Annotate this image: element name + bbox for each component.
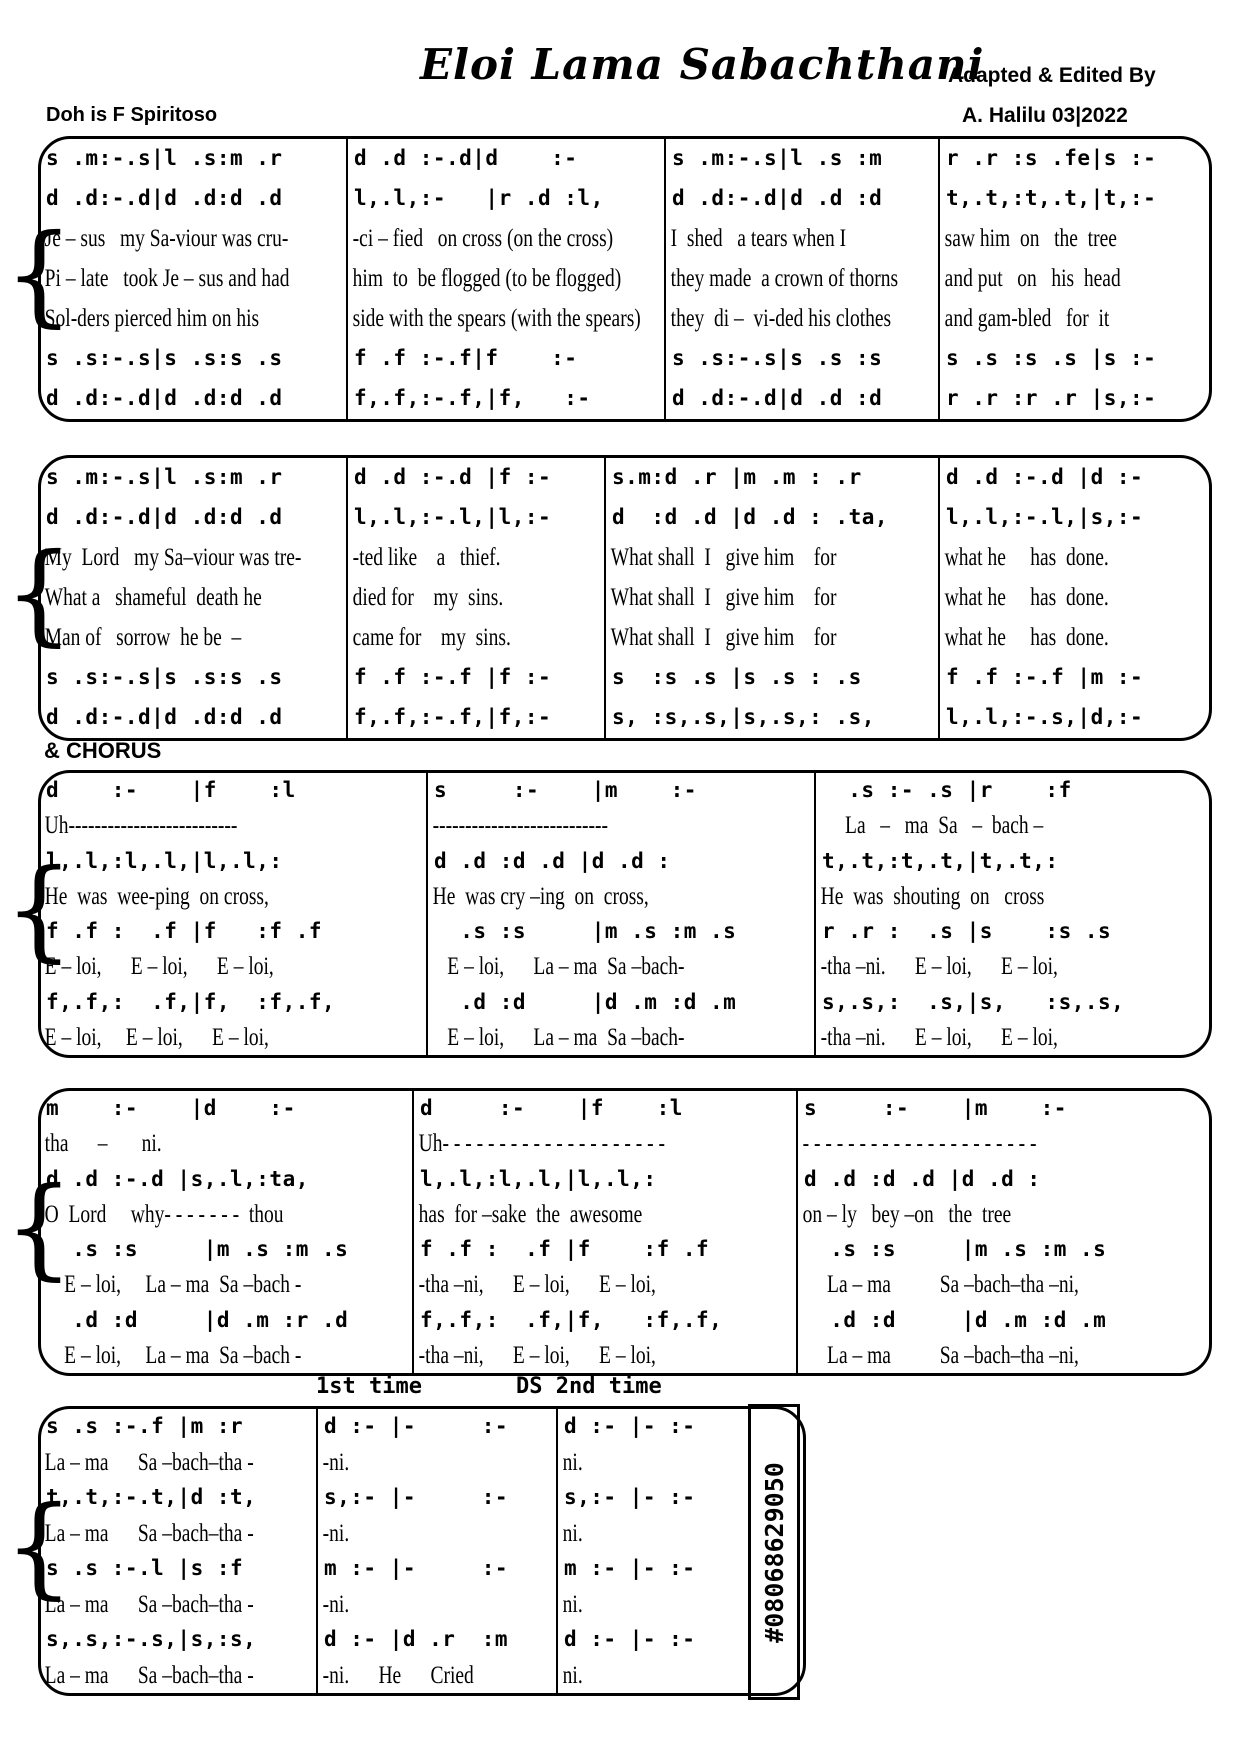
solfa-line: d .d :d .d |d .d :: [804, 1166, 1041, 1191]
lyric-line: Man of sorrow he be –: [44, 624, 242, 651]
lyric-line: him to be flogged (to be flogged): [352, 265, 622, 292]
solfa-line: m :- |- :-: [324, 1556, 509, 1580]
lyric-line: What shall I give him for: [610, 624, 837, 651]
chorus-label: & CHORUS: [44, 738, 162, 763]
solfa-line: r .r :s .fe|s :-: [946, 146, 1157, 170]
lyric-line: -ni. He Cried: [322, 1661, 474, 1689]
lyric-line: and gam-bled for it: [944, 305, 1110, 332]
solfa-line: s .s:-.s|s .s :s: [672, 346, 883, 370]
solfa-line: f .f :-.f|f :-: [354, 346, 578, 370]
measure-group: [318, 1409, 554, 1693]
solfa-line: s .m:-.s|l .s:m .r: [46, 465, 283, 489]
measure-group: [348, 458, 602, 738]
system-brace: {: [4, 845, 74, 973]
solfa-line: r .r :r .r |s,:-: [946, 386, 1157, 410]
measure-group: [940, 458, 1210, 738]
solfa-line: d :- |d .r :m: [324, 1627, 509, 1651]
lyric-line: What shall I give him for: [610, 584, 837, 611]
solfa-line: s,:- |- :-: [324, 1485, 509, 1509]
solfa-line: s.m:d .r |m .m : .r: [612, 465, 862, 489]
lyric-line: La – ma Sa –bach–tha -: [44, 1661, 254, 1689]
solfa-line: .s :s |m .s :m .s: [434, 919, 737, 943]
bar-line: [664, 136, 666, 422]
solfa-line: s .s:-.s|s .s:s .s: [46, 346, 283, 370]
bar-line: [938, 136, 940, 422]
lyric-line: died for my sins.: [352, 584, 504, 611]
solfa-line: t,.t,:t,.t,|t,.t,:: [822, 848, 1059, 873]
solfa-line: s .s:-.s|s .s:s .s: [46, 665, 283, 689]
lyric-line: what he has done.: [944, 624, 1109, 651]
lyric-line: ni.: [562, 1590, 583, 1618]
lyric-line: E – loi, La – ma Sa –bach-: [432, 953, 685, 981]
solfa-line: .s :- .s |r :f: [822, 778, 1072, 802]
bar-line: [814, 770, 816, 1058]
lyric-line: came for my sins.: [352, 624, 511, 651]
ds-second-time-label: DS 2nd time: [516, 1374, 662, 1399]
lyric-line: E – loi, La – ma Sa –bach -: [44, 1271, 302, 1299]
lyric-line: La – ma Sa – bach –: [820, 812, 1044, 840]
solfa-line: d :d .d |d .d : .ta,: [612, 505, 889, 529]
solfa-line: .d :d |d .m :r .d: [46, 1307, 349, 1332]
solfa-line: d :- |- :-: [324, 1414, 509, 1438]
solfa-line: f,.f,:-.f,|f, :-: [354, 386, 591, 410]
measure-group: [40, 139, 344, 419]
solfa-line: l,.l,:-.s,|d,:-: [946, 705, 1144, 729]
lyric-line: -tha –ni, E – loi, E – loi,: [418, 1341, 656, 1369]
lyric-line: they made a crown of thorns: [670, 265, 899, 292]
lyric-line: -ni.: [322, 1448, 350, 1476]
solfa-line: l,.l,:-.l,|s,:-: [946, 505, 1144, 529]
lyric-line: He was shouting on cross: [820, 882, 1045, 910]
solfa-line: s, :s,.s,|s,.s,: .s,: [612, 705, 875, 729]
lyric-line: ni.: [562, 1448, 583, 1476]
solfa-line: d .d:-.d|d .d:d .d: [46, 505, 283, 529]
lyric-line: What shall I give him for: [610, 544, 837, 571]
solfa-line: d .d :-.d |s,.l,:ta,: [46, 1166, 309, 1191]
lyric-line: -tha –ni, E – loi, E – loi,: [418, 1271, 656, 1299]
lyric-line: He was wee-ping on cross,: [44, 882, 269, 910]
bar-line: [938, 455, 940, 741]
system-brace: {: [4, 529, 74, 657]
lyric-line: ni.: [562, 1519, 583, 1547]
measure-group: [414, 1091, 794, 1373]
lyric-line: La – ma Sa –bach–tha -: [44, 1590, 254, 1618]
lyric-line: Uh--------------------------: [44, 812, 238, 840]
solfa-line: t,.t,:-.t,|d :t,: [46, 1485, 257, 1509]
solfa-line: f,.f,: .f,|f, :f,.f,: [46, 989, 336, 1014]
lyric-line: - - - - - - - - - - - - - - - - - - - - -: [802, 1130, 1037, 1158]
lyric-line: saw him on the tree: [944, 225, 1117, 252]
bar-line: [346, 455, 348, 741]
lyric-line: ni.: [562, 1661, 583, 1689]
measure-group: [816, 773, 1210, 1055]
lyric-line: what he has done.: [944, 544, 1109, 571]
solfa-line: s,.s,:-.s,|s,:s,: [46, 1627, 257, 1651]
lyric-line: side with the spears (with the spears): [352, 305, 641, 332]
lyric-line: E – loi, E – loi, E – loi,: [44, 1023, 269, 1051]
measure-group: [558, 1409, 736, 1693]
solfa-line: s .m:-.s|l .s:m .r: [46, 146, 283, 170]
solfa-line: d :- |- :-: [564, 1627, 696, 1651]
contact-number: #08068629050: [759, 1461, 789, 1643]
solfa-line: d .d:-.d|d .d:d .d: [46, 705, 283, 729]
measure-group: [428, 773, 812, 1055]
lyric-line: La – ma Sa –bach–tha –ni,: [802, 1341, 1079, 1369]
lyric-line: what he has done.: [944, 584, 1109, 611]
solfa-line: s :- |m :-: [804, 1096, 1067, 1120]
lyric-line: -ci – fied on cross (on the cross): [352, 225, 614, 252]
solfa-line: r .r : .s |s :s .s: [822, 919, 1112, 943]
lyric-line: Pi – late took Je – sus and had: [44, 265, 290, 292]
measure-group: [606, 458, 936, 738]
lyric-line: La – ma Sa –bach–tha –ni,: [802, 1271, 1079, 1299]
lyric-line: and put on his head: [944, 265, 1121, 292]
solfa-line: d :- |f :l: [420, 1096, 683, 1120]
adapted-by-label: Adapted & Edited By: [948, 64, 1156, 87]
lyric-line: they di – vi-ded his clothes: [670, 305, 892, 332]
system-brace: {: [4, 1482, 74, 1610]
measure-group: [40, 773, 424, 1055]
bar-line: [316, 1406, 318, 1696]
solfa-line: d .d:-.d|d .d:d .d: [46, 186, 283, 210]
lyric-line: He was cry –ing on cross,: [432, 882, 649, 910]
solfa-line: l,.l,:l,.l,|l,.l,:: [46, 848, 283, 873]
measure-group: [666, 139, 936, 419]
solfa-line: s,:- |- :-: [564, 1485, 696, 1509]
lyric-line: tha – ni.: [44, 1130, 162, 1158]
lyric-line: -ted like a thief.: [352, 544, 501, 571]
solfa-line: s .m:-.s|l .s :m: [672, 146, 883, 170]
solfa-line: f .f :-.f |m :-: [946, 665, 1144, 689]
solfa-line: d :- |f :l: [46, 778, 296, 802]
lyric-line: ---------------------------: [432, 812, 609, 840]
bar-line: [556, 1406, 558, 1696]
editor-credit: A. Halilu 03|2022: [962, 104, 1128, 127]
measure-group: [348, 139, 662, 419]
lyric-line: E – loi, La – ma Sa –bach-: [432, 1023, 685, 1051]
solfa-line: s .s :-.l |s :f: [46, 1556, 244, 1580]
solfa-line: d .d:-.d|d .d :d: [672, 186, 883, 210]
lyric-line: What a shameful death he: [44, 584, 262, 611]
measure-group: [798, 1091, 1210, 1373]
bar-line: [346, 136, 348, 422]
solfa-line: m :- |- :-: [564, 1556, 696, 1580]
solfa-line: f,.f,:-.f,|f,:-: [354, 705, 552, 729]
measure-group: [40, 1091, 410, 1373]
lyric-line: on – ly bey –on the tree: [802, 1200, 1012, 1228]
solfa-line: d .d:-.d|d .d :d: [672, 386, 883, 410]
solfa-line: d .d :d .d |d .d :: [434, 848, 671, 873]
lyric-line: My Lord my Sa–viour was tre-: [44, 544, 302, 571]
solfa-line: l,.l,:l,.l,|l,.l,:: [420, 1166, 657, 1191]
lyric-line: -tha –ni. E – loi, E – loi,: [820, 1023, 1058, 1051]
bar-line: [604, 455, 606, 741]
first-time-label: 1st time: [316, 1374, 422, 1399]
key-signature: Doh is F Spiritoso: [46, 104, 218, 126]
solfa-line: .s :s |m .s :m .s: [804, 1237, 1107, 1261]
solfa-line: d .d :-.d|d :-: [354, 146, 578, 170]
lyric-line: E – loi, E – loi, E – loi,: [44, 953, 274, 981]
song-title: Eloi Lama Sabachthani: [420, 40, 985, 89]
solfa-line: s .s :s .s |s :-: [946, 346, 1157, 370]
solfa-line: s,.s,: .s,|s, :s,.s,: [822, 989, 1125, 1014]
solfa-line: .s :s |m .s :m .s: [46, 1237, 349, 1261]
solfa-line: d .d:-.d|d .d:d .d: [46, 386, 283, 410]
bar-line: [412, 1088, 414, 1376]
solfa-line: f,.f,: .f,|f, :f,.f,: [420, 1307, 723, 1332]
lyric-line: Uh- - - - - - - - - - - - - - - - - - - -: [418, 1130, 666, 1158]
solfa-line: .d :d |d .m :d .m: [434, 989, 737, 1014]
bar-line: [796, 1088, 798, 1376]
solfa-line: l,.l,:-.l,|l,:-: [354, 505, 552, 529]
lyric-line: -tha –ni. E – loi, E – loi,: [820, 953, 1058, 981]
measure-group: [940, 139, 1210, 419]
solfa-line: d .d :-.d |f :-: [354, 465, 552, 489]
solfa-line: .d :d |d .m :d .m: [804, 1307, 1107, 1332]
lyric-line: -ni.: [322, 1519, 350, 1547]
solfa-line: f .f : .f |f :f .f: [46, 919, 323, 943]
solfa-line: f .f :-.f |f :-: [354, 665, 552, 689]
solfa-line: f .f : .f |f :f .f: [420, 1237, 710, 1261]
solfa-line: l,.l,:- |r .d :l,: [354, 186, 604, 210]
solfa-line: s .s :-.f |m :r: [46, 1414, 244, 1438]
solfa-line: s :- |m :-: [434, 778, 697, 802]
measure-group: [40, 458, 344, 738]
solfa-line: d :- |- :-: [564, 1414, 696, 1438]
bar-line: [426, 770, 428, 1058]
system-brace: {: [4, 1163, 74, 1291]
lyric-line: -ni.: [322, 1590, 350, 1618]
lyric-line: La – ma Sa –bach–tha -: [44, 1519, 254, 1547]
lyric-line: Je – sus my Sa-viour was cru-: [44, 225, 289, 252]
lyric-line: Sol-ders pierced him on his: [44, 305, 260, 332]
solfa-line: d .d :-.d |d :-: [946, 465, 1144, 489]
contact-number-box: [748, 1404, 800, 1700]
lyric-line: E – loi, La – ma Sa –bach -: [44, 1341, 302, 1369]
solfa-line: s :s .s |s .s : .s: [612, 665, 862, 689]
lyric-line: La – ma Sa –bach–tha -: [44, 1448, 254, 1476]
system-brace: {: [4, 210, 74, 338]
solfa-line: m :- |d :-: [46, 1096, 296, 1120]
solfa-line: t,.t,:t,.t,|t,:-: [946, 186, 1157, 210]
lyric-line: O Lord why- - - - - - - thou: [44, 1200, 284, 1228]
lyric-line: I shed a tears when I: [670, 225, 847, 252]
lyric-line: has for –sake the awesome: [418, 1200, 643, 1228]
measure-group: [40, 1409, 314, 1693]
